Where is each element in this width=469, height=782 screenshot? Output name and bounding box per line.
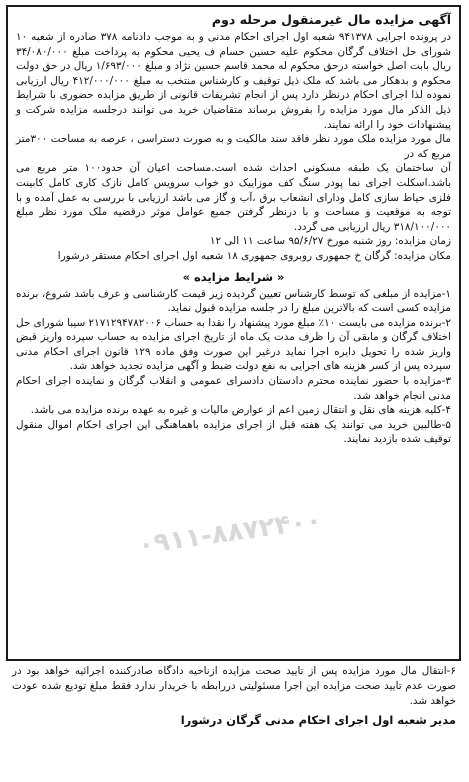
notice-footer: [8, 664, 460, 727]
condition-6: ۶-انتقال مال مورد مزایده پس از تایید صحت مزایده ازناحیه دادگاه صادرکننده اجرائیه خواهد بود در صورت عدم تایید صحت مزایده این اجرا مسئولیتی دررابطه با خریدار ندارد فقط مبلغ تودیع شده عودت خواهد شد.: [12, 665, 456, 707]
paragraph-property: مال مورد مزایده ملک مورد نظر فاقد سند مالکیت و به صورت دستراسی ، عرصه به مساحت ۳۰۰متر مربع که در: [16, 133, 451, 160]
auction-place: مکان مزایده: گرگان خ جمهوری روبروی جمهوری ۱۸ شعبه اول اجرای احکام مستقر درشورا: [57, 249, 451, 262]
notice-frame: [6, 5, 461, 661]
condition-2: ۲-برنده مزایده می بایست ۱۰٪ مبلغ مورد پیشنهاد را نقدا به حساب ۲۱۷۱۲۹۴۷۸۲۰۰۶ سیبا شورای حل اختلاف گرگان و مابقی آن را ظرف مدت یک ماه از تاریخ اجرای مزایده به حساب سپرده واریز قبض واریز شده را تحویل دایره اجرا نماید درغیر این صورت وفق ماده ۱۲۹ قانون اجرای احکام مدنی سپرده پس از کسر هزینه های اجرایی به نفع دولت ضبط و آگهی مزایده تجدید خواهد شد.: [16, 316, 451, 373]
paragraph-building: آن ساختمان یک طبقه مسکونی احداث شده است.مساحت اعیان آن حدود۱۰۰ متر مربع می باشد.اسکلت اجرای نما پودر سنگ کف موزاییک دو خواب سرویس کامل نازک کاری کامل کابینت فلزی حیاط سازی کامل ودارای انشعاب برق ،آب و گاز می باشد ارزیابی با بررسی به عمل آمده و با توجه به موقعیت و مساحت و با درنظر گرفتن جمیع عوامل موثر درقضیه ملک مورد نظر مبلغ ۳۱۸/۱۰۰/۰۰۰ ریال ارزیابی می گردد.: [16, 162, 451, 233]
condition-5: ۵-طالبین خرید می توانند یک هفته قبل از اجرای مزایده باهماهنگی این اجرای احکام اموال منقول توقیف شده بازدید نمایند.: [16, 418, 451, 446]
signature: مدیر شعبه اول اجرای احکام مدنی گرگان درشورا: [180, 713, 456, 727]
paragraph-case: در پرونده اجرایی ۹۴۱۳۷۸ شعبه اول اجرای احکام مدنی و به موجب دادنامه ۳۷۸ صادره از شعبه ۱۰ شورای حل اختلاف گرگان محکوم علیه حسین حسام ف یحیی محکوم به پرداخت مبلغ ۳۴/۰۸۰/۰۰۰ ریال بابت اصل خواسته درحق محکوم له محمد قاسم حسین نژاد و مبلغ ۱/۶۹۳/۰۰۰ ریال در حق دولت محکوم و بدهکار می باشد که ملک ذیل توقیف و کارشناس منتخب به مبلغ ۴۱۲/۰۰۰/۰۰۰ ریال ارزیابی نموده لذا اجرای احکام درنظر دارد پس از انجام تشریفات قانونی از طریق مزایده حضوری با شرایط ذیل الذکر مال مورد مزایده را بفروش برساند متقاضیان خرید می توانند درجلسه مزایده شرکت و پیشنهادات خود را ارائه نمایند.: [16, 31, 452, 131]
conditions-heading: « شرایط مزایده »: [182, 269, 285, 284]
condition-4: ۴-کلیه هزینه های نقل و انتقال زمین اعم از عوارض مالیات و غیره به عهده برنده مزایده می باشد.: [30, 404, 451, 417]
condition-1: ۱-مزایده از مبلغی که توسط کارشناس تعیین گردیده زیر قیمت کارشناسی و عرف باشد شروع، برنده مزایده کسی است که بالاترین مبلغ را در جلسه مزایده قبول نماید.: [16, 287, 451, 315]
phone-watermark: ۰۹۱۱-۸۸۷۲۴۰۰: [136, 505, 324, 561]
auction-time: زمان مزایده: روز شنبه مورخ ۹۵/۶/۲۷ ساعت ۱۱ الی ۱۲: [209, 235, 451, 248]
notice-title: آگهی مزایده مال غیرمنقول مرحله دوم: [211, 12, 451, 27]
condition-3: ۳-مزایده با حضور نماینده محترم دادستان دادسرای عمومی و انقلاب گرگان و نماینده اجرای احکام مدنی انجام خواهد شد.: [16, 375, 451, 402]
